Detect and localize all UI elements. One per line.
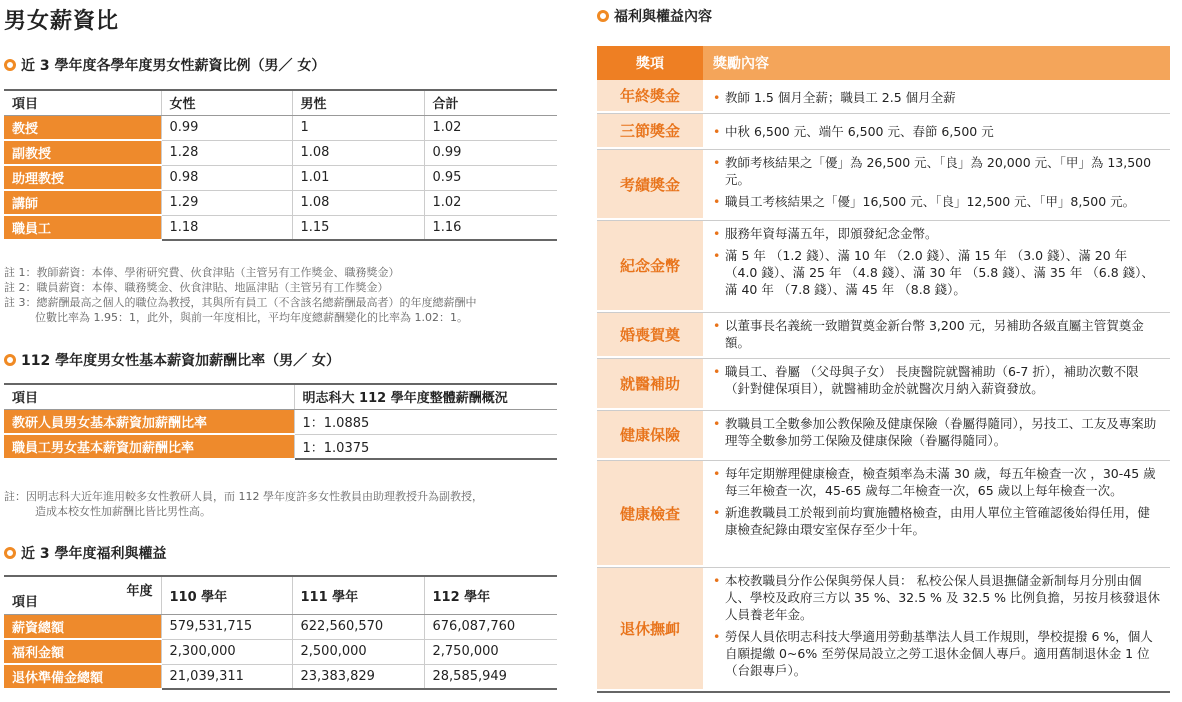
note-line: 位數比率為 1.95：1，此外，與前一年度相比，平均年度總薪酬變化的比率為 1.02：1。 [35, 311, 468, 324]
cell-value: 0.99 [424, 140, 557, 165]
cell-value: 1：1.0885 [294, 409, 557, 434]
note-line: 註：因明志科大近年進用較多女性教研人員，而 112 學年度許多女性教員由助理教授升為副教授， [4, 490, 483, 503]
benefit-row [597, 80, 1170, 114]
col-header-corner [4, 576, 161, 614]
benefit-label: 退休撫卹 [597, 568, 703, 691]
right-heading [597, 6, 712, 26]
cell-value: 1.28 [161, 140, 292, 165]
bullet-icon [4, 547, 16, 559]
table-row [4, 434, 557, 459]
table-row [4, 215, 557, 240]
col-header-item: 項目 [4, 90, 161, 115]
note-line: 註 3：總薪酬最高之個人的職位為教授，其與所有員工（不含該名總薪酬最高者）的年度總薪酬中 [4, 296, 477, 309]
bullet-icon [597, 10, 609, 22]
page-title: 男女薪資比 [4, 9, 120, 34]
cell-value: 0.98 [161, 165, 292, 190]
benefit-label: 紀念金幣 [597, 221, 703, 312]
cell-value: 2,750,000 [424, 639, 557, 664]
benefit-item: • 新進教職員工於報到前均實施體格檢查，由用人單位主管確認後始得任用，健康檢查紀錄由環安室保存至少十年。 [713, 504, 1162, 538]
col-header-male: 男性 [292, 90, 424, 115]
benefit-row [597, 150, 1170, 221]
section2-notes [4, 489, 483, 519]
benefit-row [597, 359, 1170, 411]
note-line: 註 2：職員薪資：本俸、職務獎金、伙食津貼、地區津貼（主管另有工作獎金） [4, 281, 389, 294]
col-header-content: 獎勵內容 [703, 46, 1170, 80]
col-header-female: 女性 [161, 90, 292, 115]
row-label: 講師 [4, 190, 161, 215]
row-label: 薪資總額 [4, 614, 161, 639]
table-row [4, 664, 557, 689]
cell-value: 2,500,000 [292, 639, 424, 664]
row-label: 退休準備金總額 [4, 664, 161, 689]
cell-value: 676,087,760 [424, 614, 557, 639]
benefit-item: • 職員工考核結果之「優」16,500 元、「良」12,500 元、「甲」8,500 元。 [713, 193, 1162, 210]
cell-value: 622,560,570 [292, 614, 424, 639]
cell-value: 1.15 [292, 215, 424, 240]
benefit-label: 健康檢查 [597, 461, 703, 567]
cell-value: 1：1.0375 [294, 434, 557, 459]
benefit-item: • 本校教職員分作公保與勞保人員： 私校公保人員退撫儲金新制每月分別由個人、學校及政府三方以 35 %、32.5 % 及 32.5 % 比例負擔，另按月核發退休人員養老年金。 [713, 572, 1162, 623]
row-label: 職員工 [4, 215, 161, 240]
note-line: 註 1：教師薪資：本俸、學術研究費、伙食津貼（主管另有工作獎金、職務獎金） [4, 266, 400, 279]
benefit-item: • 每年定期辦理健康檢查，檢查頻率為未滿 30 歲，每五年檢查一次 ，30-45 歲每三年檢查一次，45-65 歲每二年檢查一次，65 歲以上每年檢查一次。 [713, 465, 1162, 499]
section2-title: 112 學年度男女性基本薪資加薪酬比率（男／ 女） [21, 353, 340, 369]
cell-value: 579,531,715 [161, 614, 292, 639]
cell-value: 2,300,000 [161, 639, 292, 664]
section1-heading [4, 55, 325, 75]
section3-heading [4, 543, 167, 563]
section1-notes [4, 265, 477, 325]
col-header-item: 項目 [4, 384, 294, 409]
row-label: 福利金額 [4, 639, 161, 664]
cell-value: 1.02 [424, 190, 557, 215]
benefit-item: • 勞保人員依明志科技大學適用勞動基準法人員工作規則，學校提撥 6 %，個人自願提繳 0~6% 至勞保局設立之勞工退休金個人專戶。適用舊制退休金 1 位（台銀專戶）。 [713, 628, 1162, 679]
benefit-row [597, 221, 1170, 313]
row-label: 職員工男女基本薪資加薪酬比率 [4, 434, 294, 459]
bullet-icon [4, 59, 16, 71]
benefit-item: • 服務年資每滿五年，即頒發紀念金幣。 [713, 225, 1162, 242]
benefit-item: • 滿 5 年 （1.2 錢）、滿 10 年 （2.0 錢）、滿 15 年 （3.0 錢）、滿 20 年 （4.0 錢）、滿 25 年 （4.8 錢）、滿 30 年 （5.8 錢）、滿 35 年 （6.8 錢）、滿 40 年 （7.8 錢）、滿 45 年 （8.8 錢）。 [713, 247, 1162, 298]
header-item-label: 項目 [12, 594, 39, 610]
benefit-item: • 以董事長名義統一致贈賀奠金新台幣 3,200 元，另補助各級直屬主管賀奠金額。 [713, 317, 1162, 351]
right-title: 福利與權益內容 [614, 9, 712, 25]
benefit-item: • 職員工、眷屬 （父母與子女） 長庚醫院就醫補助（6-7 折），補助次數不限 （針對健保項目），就醫補助金於就醫次月納入薪資發放。 [713, 363, 1162, 397]
benefit-row [597, 461, 1170, 568]
cell-value: 1.18 [161, 215, 292, 240]
cell-value: 1.29 [161, 190, 292, 215]
row-label: 助理教授 [4, 165, 161, 190]
table-row [4, 115, 557, 140]
section3-title: 近 3 學年度福利與權益 [21, 546, 167, 562]
row-label: 教授 [4, 115, 161, 140]
cell-value: 28,585,949 [424, 664, 557, 689]
benefit-item: • 教師 1.5 個月全薪；職員工 2.5 個月全薪 [713, 89, 1162, 106]
benefit-label: 健康保險 [597, 411, 703, 460]
section1-title: 近 3 學年度各學年度男女性薪資比例（男／ 女） [21, 58, 326, 74]
table-row [4, 639, 557, 664]
row-label: 副教授 [4, 140, 161, 165]
col-header-112: 112 學年 [424, 576, 557, 614]
cell-value: 1.08 [292, 190, 424, 215]
benefit-item: • 中秋 6,500 元、端午 6,500 元、春節 6,500 元 [713, 123, 1162, 140]
benefit-label: 婚喪賀奠 [597, 313, 703, 358]
benefit-item: • 教職員工全數參加公教保險及健康保險（眷屬得隨同），另技工、工友及專案助理等全數參加勞工保險及健康保險（眷屬得隨同）。 [713, 415, 1162, 449]
cell-value: 1.01 [292, 165, 424, 190]
cell-value: 1.02 [424, 115, 557, 140]
benefit-label: 三節獎金 [597, 114, 703, 149]
benefit-item: • 教師考核結果之「優」為 26,500 元、「良」為 20,000 元、「甲」為 13,500 元。 [713, 154, 1162, 188]
note-line: 造成本校女性加薪酬比皆比男性高。 [35, 505, 211, 518]
table-row [4, 614, 557, 639]
col-header-overview: 明志科大 112 學年度整體薪酬概況 [294, 384, 557, 409]
header-year-label: 年度 [126, 584, 153, 599]
cell-value: 23,383,829 [292, 664, 424, 689]
col-header-total: 合計 [424, 90, 557, 115]
welfare-table [4, 575, 557, 690]
cell-value: 21,039,311 [161, 664, 292, 689]
col-header-111: 111 學年 [292, 576, 424, 614]
section2-heading [4, 350, 340, 370]
cell-value: 0.95 [424, 165, 557, 190]
cell-value: 1.16 [424, 215, 557, 240]
benefit-row [597, 568, 1170, 693]
bullet-icon [4, 354, 16, 366]
benefit-label: 考績獎金 [597, 150, 703, 220]
table-row [4, 190, 557, 215]
col-header-award: 獎項 [597, 46, 703, 80]
table-row [4, 140, 557, 165]
benefit-label: 年終獎金 [597, 80, 703, 113]
cell-value: 1 [292, 115, 424, 140]
benefit-row [597, 411, 1170, 461]
pay-ratio-table [4, 383, 557, 460]
table-row [4, 409, 557, 434]
salary-ratio-table [4, 89, 557, 241]
benefit-label: 就醫補助 [597, 359, 703, 410]
cell-value: 1.08 [292, 140, 424, 165]
col-header-110: 110 學年 [161, 576, 292, 614]
benefit-row [597, 114, 1170, 150]
benefit-row [597, 313, 1170, 359]
row-label: 教研人員男女基本薪資加薪酬比率 [4, 409, 294, 434]
benefits-table-header [597, 46, 1170, 80]
table-row [4, 165, 557, 190]
cell-value: 0.99 [161, 115, 292, 140]
